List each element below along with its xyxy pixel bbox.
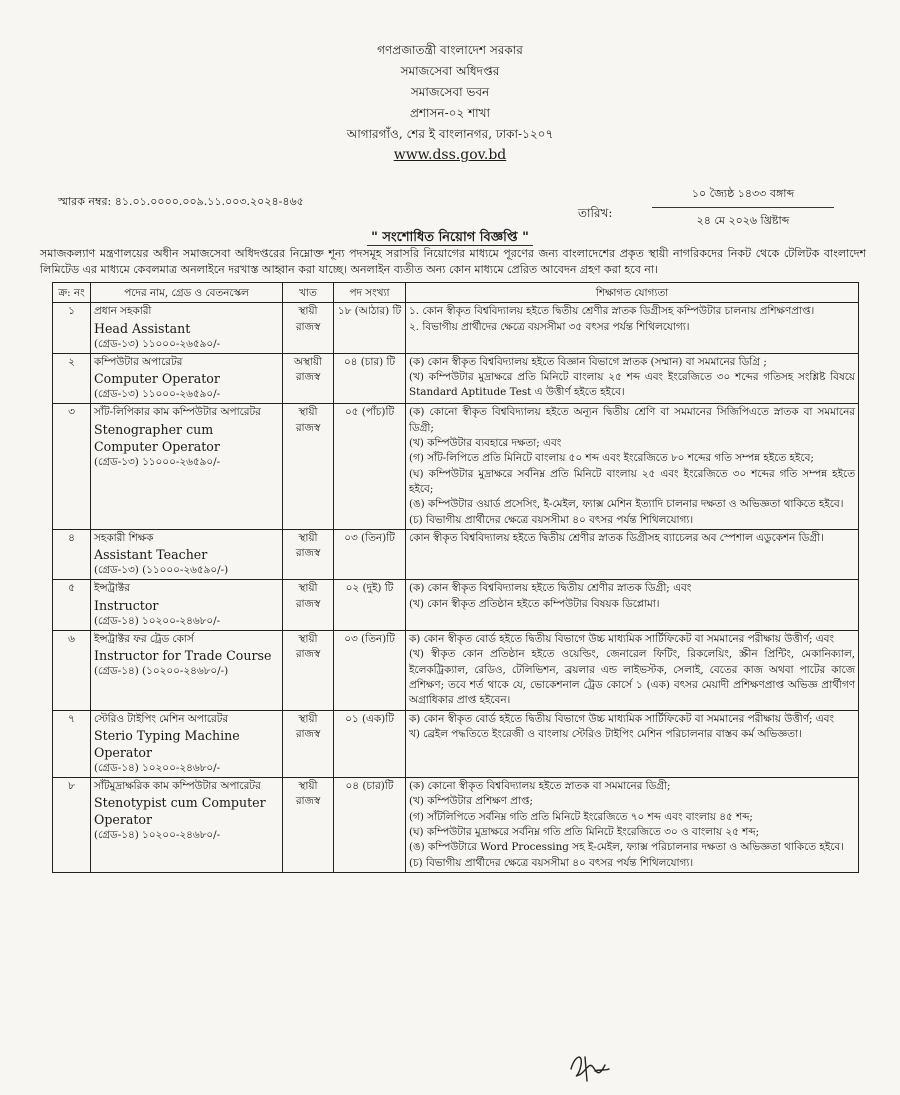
qualification-item: (ঘ) কম্পিউটার মুদ্রাক্ষরে সর্বনিম্ন প্রতি মিনিটে বাংলায় ২৫ এবং ইংরেজিতে ৩০ শব্দের গতি সম্পন্ন হইতে হইবে; — [409, 467, 855, 495]
post-name-bn: প্রধান সহকারী — [94, 305, 152, 318]
post-name-en: Head Assistant — [94, 320, 191, 336]
row-qualification — [406, 710, 859, 778]
post-grade: (গ্রেড-১৩) ১১০০০-২৬৫৯০/- — [94, 455, 221, 468]
row-type: স্থায়ী রাজস্ব — [283, 580, 334, 631]
post-grade: (গ্রেড-১৩) ১১০০০-২৬৫৯০/- — [94, 388, 221, 401]
qualification-item: (খ) কোন স্বীকৃত প্রতিষ্ঠান হইতে কম্পিউটার বিষয়ক ডিপ্লোমা। — [409, 597, 660, 610]
qualification-item: (ঙ) কম্পিউটার ওয়ার্ড প্রসেসিং, ই-মেইল, ফ্যাক্স মেশিন ইত্যাদি চালনার দক্ষতা ও অভিজ্ঞতা থাকিতে হইবে। — [409, 498, 844, 511]
post-name-bn: কম্পিউটার অপারেটর — [94, 355, 183, 368]
row-qualification — [406, 778, 859, 873]
row-qualification — [406, 404, 859, 529]
post-name-bn: ইন্সট্রাক্টর — [94, 582, 130, 595]
date-english: ২৪ মে ২০২৬ খ্রিষ্টাব্দ — [696, 214, 790, 227]
qualification-item: কোন স্বীকৃত বিশ্ববিদ্যালয় হইতে দ্বিতীয় শ্রেণীর স্নাতক ডিগ্রীসহ ব্যাচেলর অব স্পেশাল এডুকেশন ডিগ্রী। — [409, 531, 824, 544]
row-count: ০৩ (তিন)টি — [334, 529, 406, 580]
row-serial: ৩ — [53, 404, 91, 529]
row-post — [91, 778, 283, 873]
header-line-branch: প্রশাসন-০২ শাখা — [409, 106, 491, 120]
row-type: স্থায়ী রাজস্ব — [283, 710, 334, 778]
header-count: পদ সংখ্যা — [334, 283, 406, 303]
signature-mark — [565, 1047, 613, 1083]
post-name-bn: ইন্সট্রাক্টর ফর ট্রেড কোর্স — [94, 633, 194, 646]
qualification-item: (খ) কম্পিউটার মুদ্রাক্ষরে প্রতি মিনিটে বাংলায় ২৫ শব্দ এবং ইংরেজিতে ৩০ শব্দের গতিসহ সংশ্লিষ্ট বিষয়ে Standard Aptitude Test এ উত্তীর্ণ হইতে হইবে। — [409, 371, 855, 399]
row-type: স্থায়ী রাজস্ব — [283, 303, 334, 354]
row-count: ১৮ (আঠার) টি — [334, 303, 406, 354]
post-grade: (গ্রেড-১৩) (১১০০০-২৬৫৯০/-) — [94, 564, 229, 577]
row-qualification — [406, 631, 859, 710]
qualification-item: (গ) সাঁটলিপিতে সর্বনিম্ন গতি প্রতি মিনিটে ইংরেজিতে ৭০ শব্দ এবং বাংলায় ৪৫ শব্দ; — [409, 810, 753, 823]
post-grade: (গ্রেড-১৩) ১১০০০-২৬৫৯০/- — [94, 337, 221, 350]
qualification-item: (ক) কোন স্বীকৃত বিশ্ববিদ্যালয় হইতে বিজ্ঞান বিভাগে স্নাতক (সম্মান) বা সমমানের ডিগ্রি ; — [409, 355, 767, 368]
row-qualification — [406, 353, 859, 404]
memo-number: স্মারক নম্বর: ৪১.০১.০০০০.০০৯.১১.০০৩.২০২৪-৪৬৫ — [58, 195, 304, 208]
header-line-department: সমাজসেবা অধিদপ্তর — [400, 64, 500, 78]
header-post-name: পদের নাম, গ্রেড ও বেতনস্কেল — [91, 283, 283, 303]
row-post — [91, 529, 283, 580]
post-name-bn: স্টেরিও টাইপিং মেশিন অপারেটর — [94, 712, 229, 725]
header-line-building: সমাজসেবা ভবন — [410, 85, 490, 99]
row-serial: ৮ — [53, 778, 91, 873]
header-qualification: শিক্ষাগত যোগ্যতা — [406, 283, 859, 303]
table-row — [53, 778, 859, 873]
row-post — [91, 303, 283, 354]
header-type: খাত — [283, 283, 334, 303]
qualification-item: (খ) কম্পিউটার ব্যবহারে দক্ষতা; এবং — [409, 437, 562, 450]
table-row — [53, 529, 859, 580]
qualification-item: (চ) বিভাগীয় প্রার্থীদের ক্ষেত্রে বয়সসীমা ৪০ বৎসর পর্যন্ত শিথিলযোগ্য। — [409, 513, 694, 526]
header-serial: ক্র: নং — [53, 283, 91, 303]
row-count: ০৪ (চার)টি — [334, 778, 406, 873]
website-link[interactable]: www.dss.gov.bd — [393, 147, 507, 163]
qualification-item: (গ) সাঁট-লিপিতে প্রতি মিনিটে বাংলায় ৫০ শব্দ এবং ইংরেজিতে ৮০ শব্দের গতি সম্পন্ন হইতে হইবে; — [409, 452, 814, 465]
post-grade: (গ্রেড-১৪) (১০২০০-২৪৬৮০/-) — [94, 665, 229, 678]
row-count: ০২ (দুই) টি — [334, 580, 406, 631]
qualification-item: (ঘ) কম্পিউটার মুদ্রাক্ষরে সর্বনিম্ন গতি প্রতি মিনিটে ইংরেজিতে ৩০ ও বাংলায় ২৫ শব্দ; — [409, 826, 760, 839]
row-serial: ৭ — [53, 710, 91, 778]
qualification-item: (খ) স্বীকৃত কোন প্রতিষ্ঠান হইতে ওয়েল্ডিং, জেনারেল ফিটিং, রিকলেয়িং, স্ক্রীন প্রিন্টিং, মেকানিক্যাল, ইলেকট্রিক্যাল, রেডিও, টেলিভিশন, ব্রয়লার এন্ড লাইভস্টক, সেলাই, বেতের কাজ অথবা পাটের কাজে প্রশিক্ষণ; তবে শর্ত থাকে যে, ভোকেশনাল ট্রেড কোর্সে ১ (এক) বৎসর মেয়াদী প্রশিক্ষণপ্রাপ্ত অভিজ্ঞ প্রার্থীগণ অগ্রাধিকার প্রাপ্ত হইবেন। — [409, 648, 855, 707]
row-count: ০৪ (চার) টি — [334, 353, 406, 404]
header-line-govt: গণপ্রজাতন্ত্রী বাংলাদেশ সরকার — [377, 43, 523, 57]
post-grade: (গ্রেড-১৪) ১০২০০-২৪৬৮০/- — [94, 614, 221, 627]
post-name-en: Computer Operator — [94, 371, 220, 387]
table-row — [53, 580, 859, 631]
row-post — [91, 404, 283, 529]
row-type: স্থায়ী রাজস্ব — [283, 529, 334, 580]
qualification-item: ২. বিভাগীয় প্রার্থীদের ক্ষেত্রে বয়সসীমা ৩৫ বৎসর পর্যন্ত শিথিলযোগ্য। — [409, 320, 690, 333]
post-name-en: Stenotypist cum Computer Operator — [94, 795, 266, 828]
row-type: স্থায়ী রাজস্ব — [283, 631, 334, 710]
post-name-en: Assistant Teacher — [94, 547, 208, 563]
post-name-en: Stenographer cum Computer Operator — [94, 421, 220, 454]
qualification-item: ক) কোন স্বীকৃত বোর্ড হইতে দ্বিতীয় বিভাগে উচ্চ মাধ্যমিক সার্টিফিকেট বা সমমানের পরীক্ষায় উত্তীর্ণ; এবং — [409, 712, 834, 725]
qualification-item: ১. কোন স্বীকৃত বিশ্ববিদ্যালয় হইতে দ্বিতীয় শ্রেণীর স্নাতক ডিগ্রীসহ কম্পিউটার চালনায় প্রশিক্ষণপ্রাপ্ত। — [409, 305, 815, 318]
row-post — [91, 710, 283, 778]
post-name-bn: সাঁট-লিপিকার কাম কম্পিউটার অপারেটর — [94, 406, 261, 419]
header-line-address: আগারগাঁও, শের ই বাংলানগর, ঢাকা-১২০৭ — [346, 127, 554, 141]
date-block — [652, 185, 834, 231]
post-grade: (গ্রেড-১৪) ১০২০০-২৪৬৮০/- — [94, 761, 221, 774]
post-name-bn: সহকারী শিক্ষক — [94, 531, 154, 544]
table-header-row — [53, 283, 859, 303]
row-qualification — [406, 580, 859, 631]
post-grade: (গ্রেড-১৪) ১০২০০-২৪৬৮০/- — [94, 829, 221, 842]
post-name-en: Instructor — [94, 597, 159, 613]
table-row — [53, 631, 859, 710]
qualification-item: (ক) কোন স্বীকৃত বিশ্ববিদ্যালয় হইতে দ্বিতীয় শ্রেণীর স্নাতক ডিগ্রী; এবং — [409, 582, 692, 595]
post-name-en: Instructor for Trade Course — [94, 648, 272, 664]
row-type: স্থায়ী রাজস্ব — [283, 778, 334, 873]
intro-paragraph: সমাজকল্যাণ মন্ত্রণালয়ের অধীন সমাজসেবা অধিদপ্তরের নিম্নোক্ত শূন্য পদসমূহ সরাসরি নিয়োগের মাধ্যমে পূরণের জন্য বাংলাদেশের প্রকৃত স্থায়ী নাগরিকদের নিকট থেকে টেলিটক বাংলাদেশ লিমিটেড এর মাধ্যমে কেবলমাত্র অনলাইনে দরখাস্ত আহ্বান করা যাচ্ছে। অনলাইন ব্যতীত অন্য কোন মাধ্যমে প্রেরিত আবেদন গ্রহণ করা হবে না। — [40, 247, 866, 276]
notice-title-text: " সংশোধিত নিয়োগ বিজ্ঞপ্তি " — [367, 230, 533, 246]
table-row — [53, 303, 859, 354]
posts-table — [52, 282, 859, 873]
post-name-bn: সাঁটমুদ্রাক্ষরিক কাম কম্পিউটার অপারেটর — [94, 780, 261, 793]
row-qualification — [406, 303, 859, 354]
date-bangla: ১০ জ্যৈষ্ঠ ১৪৩৩ বঙ্গাব্দ — [652, 185, 834, 208]
table-row — [53, 404, 859, 529]
qualification-item: (ক) কোনো স্বীকৃত বিশ্ববিদ্যালয় হইতে স্নাতক বা সমমানের ডিগ্রী; — [409, 780, 671, 793]
row-serial: ৪ — [53, 529, 91, 580]
row-type: স্থায়ী রাজস্ব — [283, 404, 334, 529]
qualification-item: খ) ব্রেইল পদ্ধতিতে ইংরেজী ও বাংলায় স্টেরিও টাইপিং মেশিন পরিচালনার বাস্তব কর্ম অভিজ্ঞতা। — [409, 727, 802, 740]
qualification-item: (চ) বিভাগীয় প্রার্থীদের ক্ষেত্রে বয়সসীমা ৪০ বৎসর পর্যন্ত শিথিলযোগ্য। — [409, 856, 694, 869]
office-header — [0, 40, 900, 166]
row-count: ০৫ (পাঁচ)টি — [334, 404, 406, 529]
row-serial: ২ — [53, 353, 91, 404]
row-count: ০১ (এক)টি — [334, 710, 406, 778]
row-qualification — [406, 529, 859, 580]
row-serial: ১ — [53, 303, 91, 354]
row-serial: ৬ — [53, 631, 91, 710]
row-serial: ৫ — [53, 580, 91, 631]
row-post — [91, 580, 283, 631]
row-post — [91, 631, 283, 710]
qualification-item: (ক) কোনো স্বীকৃত বিশ্ববিদ্যালয় হইতে অন্যূন দ্বিতীয় শ্রেণি বা সমমানের সিজিপিএতে স্নাতক বা সমমানের ডিগ্রী; — [409, 406, 855, 434]
date-label: তারিখ: — [578, 206, 613, 220]
row-type: অস্থায়ী রাজস্ব — [283, 353, 334, 404]
table-row — [53, 710, 859, 778]
table-row — [53, 353, 859, 404]
qualification-item: ক) কোন স্বীকৃত বোর্ড হইতে দ্বিতীয় বিভাগে উচ্চ মাধ্যমিক সার্টিফিকেট বা সমমানের পরীক্ষায় উত্তীর্ণ; এবং — [409, 633, 834, 646]
post-name-en: Sterio Typing Machine Operator — [94, 727, 240, 760]
row-post — [91, 353, 283, 404]
qualification-item: (ঙ) কম্পিউটারে Word Processing সহ ই-মেইল, ফ্যাক্স পরিচালনার দক্ষতা ও অভিজ্ঞতা থাকিতে হইবে। — [409, 841, 844, 854]
row-count: ০৩ (তিন)টি — [334, 631, 406, 710]
qualification-item: (খ) কম্পিউটার প্রশিক্ষণ প্রাপ্ত; — [409, 795, 533, 808]
